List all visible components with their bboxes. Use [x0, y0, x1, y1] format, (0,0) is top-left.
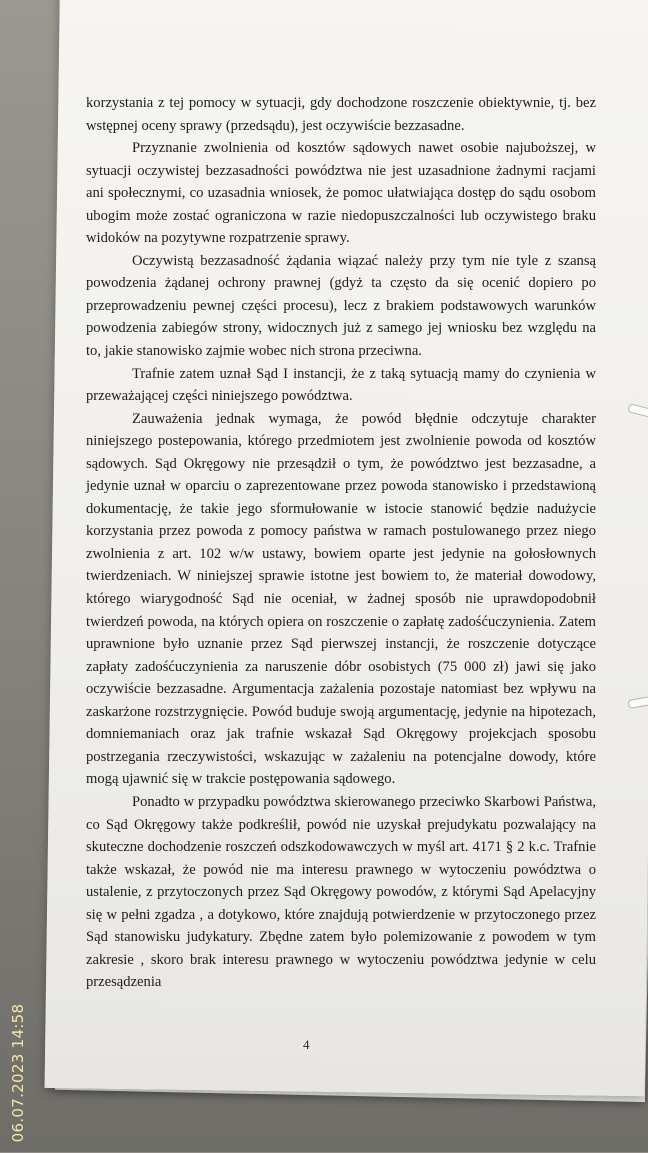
photo-timestamp: 06.07.2023 14:58	[9, 1003, 27, 1143]
paragraph: Oczywistą bezzasadność żądania wiązać należy przy tym nie tyle z szansą powodzenia żądanej ochrony prawnej (gdyż ta często da się ocenić dopiero po przeprowadzeniu pewnej części procesu), lecz z brakiem podstawowych warunków powodzenia zabiegów strony, widocznych już z samego jej wniosku bez względu na to, jakie stanowisko zajmie wobec nich strona przeciwna.	[86, 252, 596, 360]
paragraph: Zauważenia jednak wymaga, że powód błędnie odczytuje charakter niniejszego postepowania, którego przedmiotem jest zwolnienie powoda od kosztów sądowych. Sąd Okręgowy nie przesądził o tym, że powództwo jest bezzasadne, a jedynie uznał w oparciu o zaprezentowane przez powoda stanowisko i przedstawioną dokumentację, że takie jego sformułowanie w istocie stanowić będzie nadużycie korzystania przez powoda z pomocy państwa w ramach postulowanego przez niego zwolnienia z art. 102 w/w ustawy, bowiem oparte jest jedynie na gołosłownych twierdzeniach. W niniejszej sprawie istotne jest bowiem to, że materiał dowodowy, którego wiarygodność Sąd nie oceniał, w żadnej sposób nie uprawdopodobnił twierdzeń powoda, na których opiera on roszczenie o zapłatę zadośćuczynienia. Zatem uprawnione było uznanie przez Sąd pierwszej instancji, że roszczenie dotyczące zapłaty zadośćuczynienia za naruszenie dóbr osobistych (75 000 zł) jawi się jako oczywiście bezzasadne. Argumentacja zażalenia pozostaje natomiast bez wpływu na zaskarżone rozstrzygnięcie. Powód buduje swoją argumentację, jedynie na hipotezach, domniemaniach oraz jak trafnie wskazał Sąd Okręgowy projekcjach sposobu postrzegania rzeczywistości, wskazując w zażaleniu na potencjalne dowody, które mogą ujawnić się w trakcie postępowania sądowego.	[86, 410, 596, 788]
document-body	[86, 92, 596, 994]
paragraph: Trafnie zatem uznał Sąd I instancji, że z taką sytuacją mamy do czynienia w przeważającej części niniejszego powództwa.	[86, 365, 596, 405]
paragraph: Ponadto w przypadku powództwa skierowanego przeciwko Skarbowi Państwa, co Sąd Okręgowy także podkreślił, powód nie uzyskał prejudykatu pozwalający na skuteczne dochodzenie roszczeń odszkodowawczych w myśl art. 4171 § 2 k.c. Trafnie także wskazał, że powód nie ma interesu prawnego w wytoczeniu powództwa o ustalenie, z przytoczonych przez Sąd Okręgowy powodów, z którymi Sąd Apelacyjny się w pełni zgadza , a dotykowo, które znajdują potwierdzenie w przytoczonego przez Sąd stanowisku judykatury. Zbędne zatem było polemizowanie z powodem w tym zakresie , skoro brak interesu prawnego w wytoczeniu powództwa jedynie w celu przesądzenia	[86, 793, 596, 991]
page-number: 4	[303, 1037, 310, 1052]
paragraph: korzystania z tej pomocy w sytuacji, gdy dochodzone roszczenie obiektywnie, tj. bez wstępnej oceny sprawy (przedsądu), jest oczywiście bezzasadne.	[86, 95, 596, 134]
paragraph: Przyznanie zwolnienia od kosztów sądowych nawet osobie najuboższej, w sytuacji oczywistej bezzasadności powództwa nie jest uzasadnione żadnymi racjami ani społecznymi, co uzasadnia wniosek, że pomoc ułatwiająca dostęp do sądu osobom ubogim może zostać ograniczona w razie niedopuszczalności lub oczywistego braku widoków na pozytywne rozpatrzenie sprawy.	[86, 140, 596, 247]
